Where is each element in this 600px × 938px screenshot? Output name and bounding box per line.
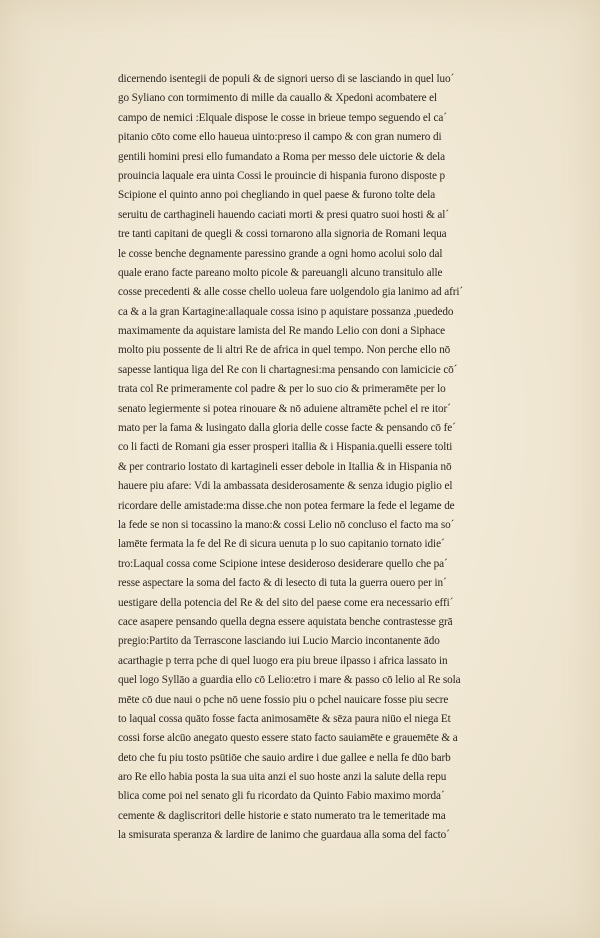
text-line: resse aspectare la soma del facto & di lesecto di tuta la guerra ouero per in´ [118,577,447,590]
text-line: le cosse benche degnamente paressino grande a ogni homo acolui solo dal [118,247,443,260]
text-line: maximamente da aquistare lamista del Re mando Lelio con doni a Siphace [118,325,445,338]
text-line: quale erano facte pareano molto picole & pareuangli alcuno transitulo alle [118,266,443,279]
text-line: senato legiermente si potea rinouare & nō aduiene altramēte pchel el re itor´ [118,402,451,415]
text-line: pregio:Partito da Terrascone lasciando iui Lucio Marcio incontanente ādo [118,635,440,648]
body-text [118,70,555,846]
text-line: tro:Laqual cossa come Scipione intese desideroso desiderare quello che pa´ [118,557,448,570]
text-line: co li facti de Romani gia esser prosperi itallia & i Hispania.quelli essere tolti [118,441,453,454]
text-line: go Syliano con tormimento di mille da cauallo & Xpedoni acombatere el [118,92,438,105]
text-line: sapesse lantiqua liga del Re con li chartagnesi:ma pensando con lamicicie cō´ [118,363,458,376]
text-line: gentili homini presi ello fumandato a Roma per messo dele uictorie & dela [118,150,445,163]
text-line: deto che fu piu tosto psūtiōe che sauio ardire i due gallee e nella fe dūo barb [118,751,451,764]
text-line: ricordare delle amistade:ma disse.che non potea fermare la fede el legame de [118,499,455,512]
text-line: lamēte fermata la fe del Re di sicura uenuta p lo suo capitanio tornato idie´ [118,538,445,551]
text-line: cosse precedenti & alle cosse chello uoleua fare uolgendolo gia lanimo ad afri´ [118,286,463,299]
text-line: Scipione el quinto anno poi chegliando in quel paese & furono tolte dela [118,189,436,202]
text-line: & per contrario lostato di kartagineli esser debole in Itallia & in Hispania nō [118,460,452,473]
text-line: acarthagie p terra pche di quel luogo era piu breue ilpasso i africa lassato in [118,654,448,667]
text-line: la smisurata speranza & lardire de lanimo che guardaua alla soma del facto´ [118,829,450,842]
text-line: cossi forse alcūo anegato questo essere stato facto sauiamēte e grauemēte & a [118,732,458,745]
text-line: cace asapere pensando quella degna essere aquistata benche contrastesse grā [118,615,453,628]
text-line: tre tanti capitani de quegli & cossi tornarono alla signoria de Romani lequa [118,228,447,241]
text-line: to laqual cossa quāto fosse facta animosamēte & sēza paura niūo el niega Et [118,712,451,725]
text-line: quel logo Syllāo a guardia ello cō Lelio:etro i mare & passo cō lelio al Re sola [118,674,461,687]
text-line: molto piu possente de li altri Re de africa in quel tempo. Non perche ello nō [118,344,451,357]
text-line: cemente & dagliscritori delle historie e stato numerato tra le temeritade ma [118,809,446,822]
text-line: la fede se non si tocassino la mano:& cossi Lelio nō concluso el facto ma so´ [118,518,455,531]
text-line: uestigare della potencia del Re & del sito del paese come era necessario effi´ [118,596,454,609]
text-line: mato per la fama & lusingato dalla gloria delle cosse facte & pensando cō fe´ [118,422,456,435]
text-line: ca & a la gran Kartagine:allaquale cossa isino p aquistare possanza ,puededo [118,305,454,318]
text-line: aro Re ello habia posta la sua uita anzi el suo hoste anzi la salute della repu [118,771,447,784]
text-line: trata col Re primeramente col padre & per lo suo cio & primeramēte per lo [118,383,446,396]
text-line: seruitu de carthagineli hauendo caciati morti & presi quatro suoi hosti & al´ [118,208,449,221]
text-line: mēte cō due naui o pche nō uene fossio piu o pchel nauicare fosse piu secre [118,693,449,706]
text-line: pitanio cōto come ello haueua uinto:preso il campo & con gran numero di [118,131,442,144]
text-line: prouincia laquale era uinta Cossi le prouincie di hispania furono disposte p [118,169,446,182]
text-line: hauere piu afare: Vdi la ambassata desiderosamente & senza idugio piglio el [118,480,453,493]
text-line: blica come poi nel senato gli fu ricordato da Quinto Fabio maximo morda´ [118,790,445,803]
text-line: campo de nemici :Elquale dispose le cosse in brieue tempo seguendo el ca´ [118,111,447,124]
text-line: dicernendo isentegii de populi & de signori uerso di se lasciando in quel luo´ [118,73,455,85]
